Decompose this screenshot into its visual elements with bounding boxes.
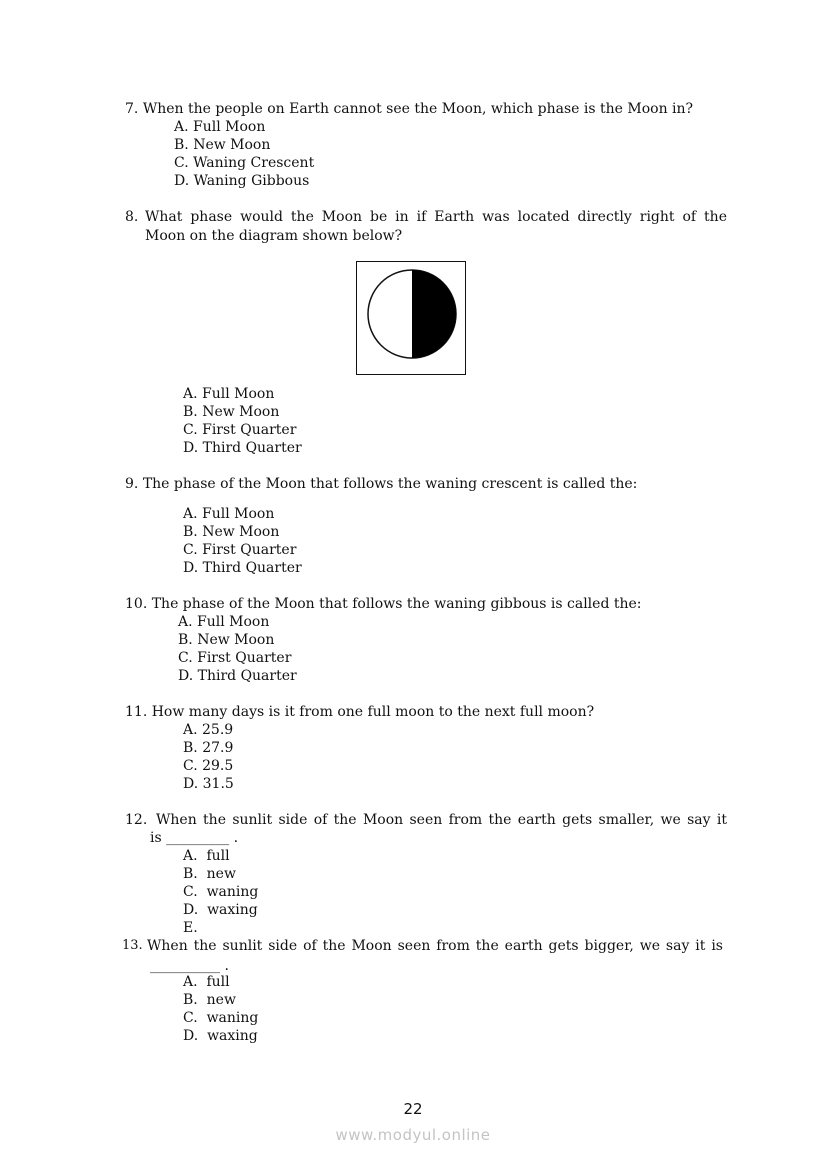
- question-number: 10.: [125, 596, 148, 612]
- option: D. Third Quarter: [178, 668, 297, 684]
- question-text: What phase would the Moon be in if Earth was located directly right of the: [145, 209, 727, 225]
- question-7: [125, 100, 693, 118]
- option: A. 25.9: [183, 722, 234, 738]
- option: C. 29.5: [183, 758, 234, 774]
- question-text: The phase of the Moon that follows the waning crescent is called the:: [142, 476, 638, 492]
- option: D. Third Quarter: [183, 440, 302, 456]
- option: D. Third Quarter: [183, 560, 302, 576]
- question-10: [125, 595, 642, 613]
- moon-phase-diagram: [356, 261, 466, 375]
- watermark: www.modyul.online: [335, 1126, 491, 1144]
- option: E.: [183, 920, 198, 936]
- option: B. New Moon: [183, 404, 280, 420]
- option: A. Full Moon: [174, 119, 266, 135]
- question-number: 13.: [122, 938, 143, 953]
- question-number: 8.: [125, 209, 139, 225]
- option: D. waxing: [183, 902, 258, 918]
- option: B. New Moon: [183, 524, 280, 540]
- question-number: 9.: [125, 476, 139, 492]
- option: A. full: [183, 848, 230, 864]
- question-text: When the people on Earth cannot see the Moon, which phase is the Moon in?: [142, 101, 694, 117]
- question-blank: __________ .: [150, 958, 229, 974]
- option: C. Waning Crescent: [174, 155, 315, 171]
- question-blank: is _________ .: [150, 830, 239, 846]
- option: D. Waning Gibbous: [174, 173, 310, 189]
- page-number: 22: [403, 1100, 423, 1118]
- option: D. waxing: [183, 1028, 258, 1044]
- question-text: When the sunlit side of the Moon seen from the earth gets smaller, we say it: [156, 812, 727, 828]
- question-text: How many days is it from one full moon to the next full moon?: [151, 704, 595, 720]
- option: A. Full Moon: [183, 386, 275, 402]
- option: B. New Moon: [178, 632, 275, 648]
- question-11: [125, 703, 594, 721]
- option: B. new: [183, 992, 236, 1008]
- option: A. full: [183, 974, 230, 990]
- option: B. New Moon: [174, 137, 271, 153]
- option: C. First Quarter: [183, 422, 297, 438]
- option: C. waning: [183, 884, 259, 900]
- question-9: [125, 475, 637, 493]
- option: B. new: [183, 866, 236, 882]
- question-text: The phase of the Moon that follows the waning gibbous is called the:: [151, 596, 642, 612]
- question-number: 12.: [125, 812, 148, 828]
- question-number: 7.: [125, 101, 139, 117]
- half-moon-icon: [357, 262, 464, 373]
- option: C. waning: [183, 1010, 259, 1026]
- question-text: When the sunlit side of the Moon seen from the earth gets bigger, we say it is: [147, 938, 723, 954]
- question-text-continued: Moon on the diagram shown below?: [145, 228, 403, 244]
- question-number: 11.: [125, 704, 148, 720]
- option: B. 27.9: [183, 740, 234, 756]
- option: A. Full Moon: [178, 614, 270, 630]
- option: C. First Quarter: [183, 542, 297, 558]
- option: C. First Quarter: [178, 650, 292, 666]
- option: A. Full Moon: [183, 506, 275, 522]
- option: D. 31.5: [183, 776, 234, 792]
